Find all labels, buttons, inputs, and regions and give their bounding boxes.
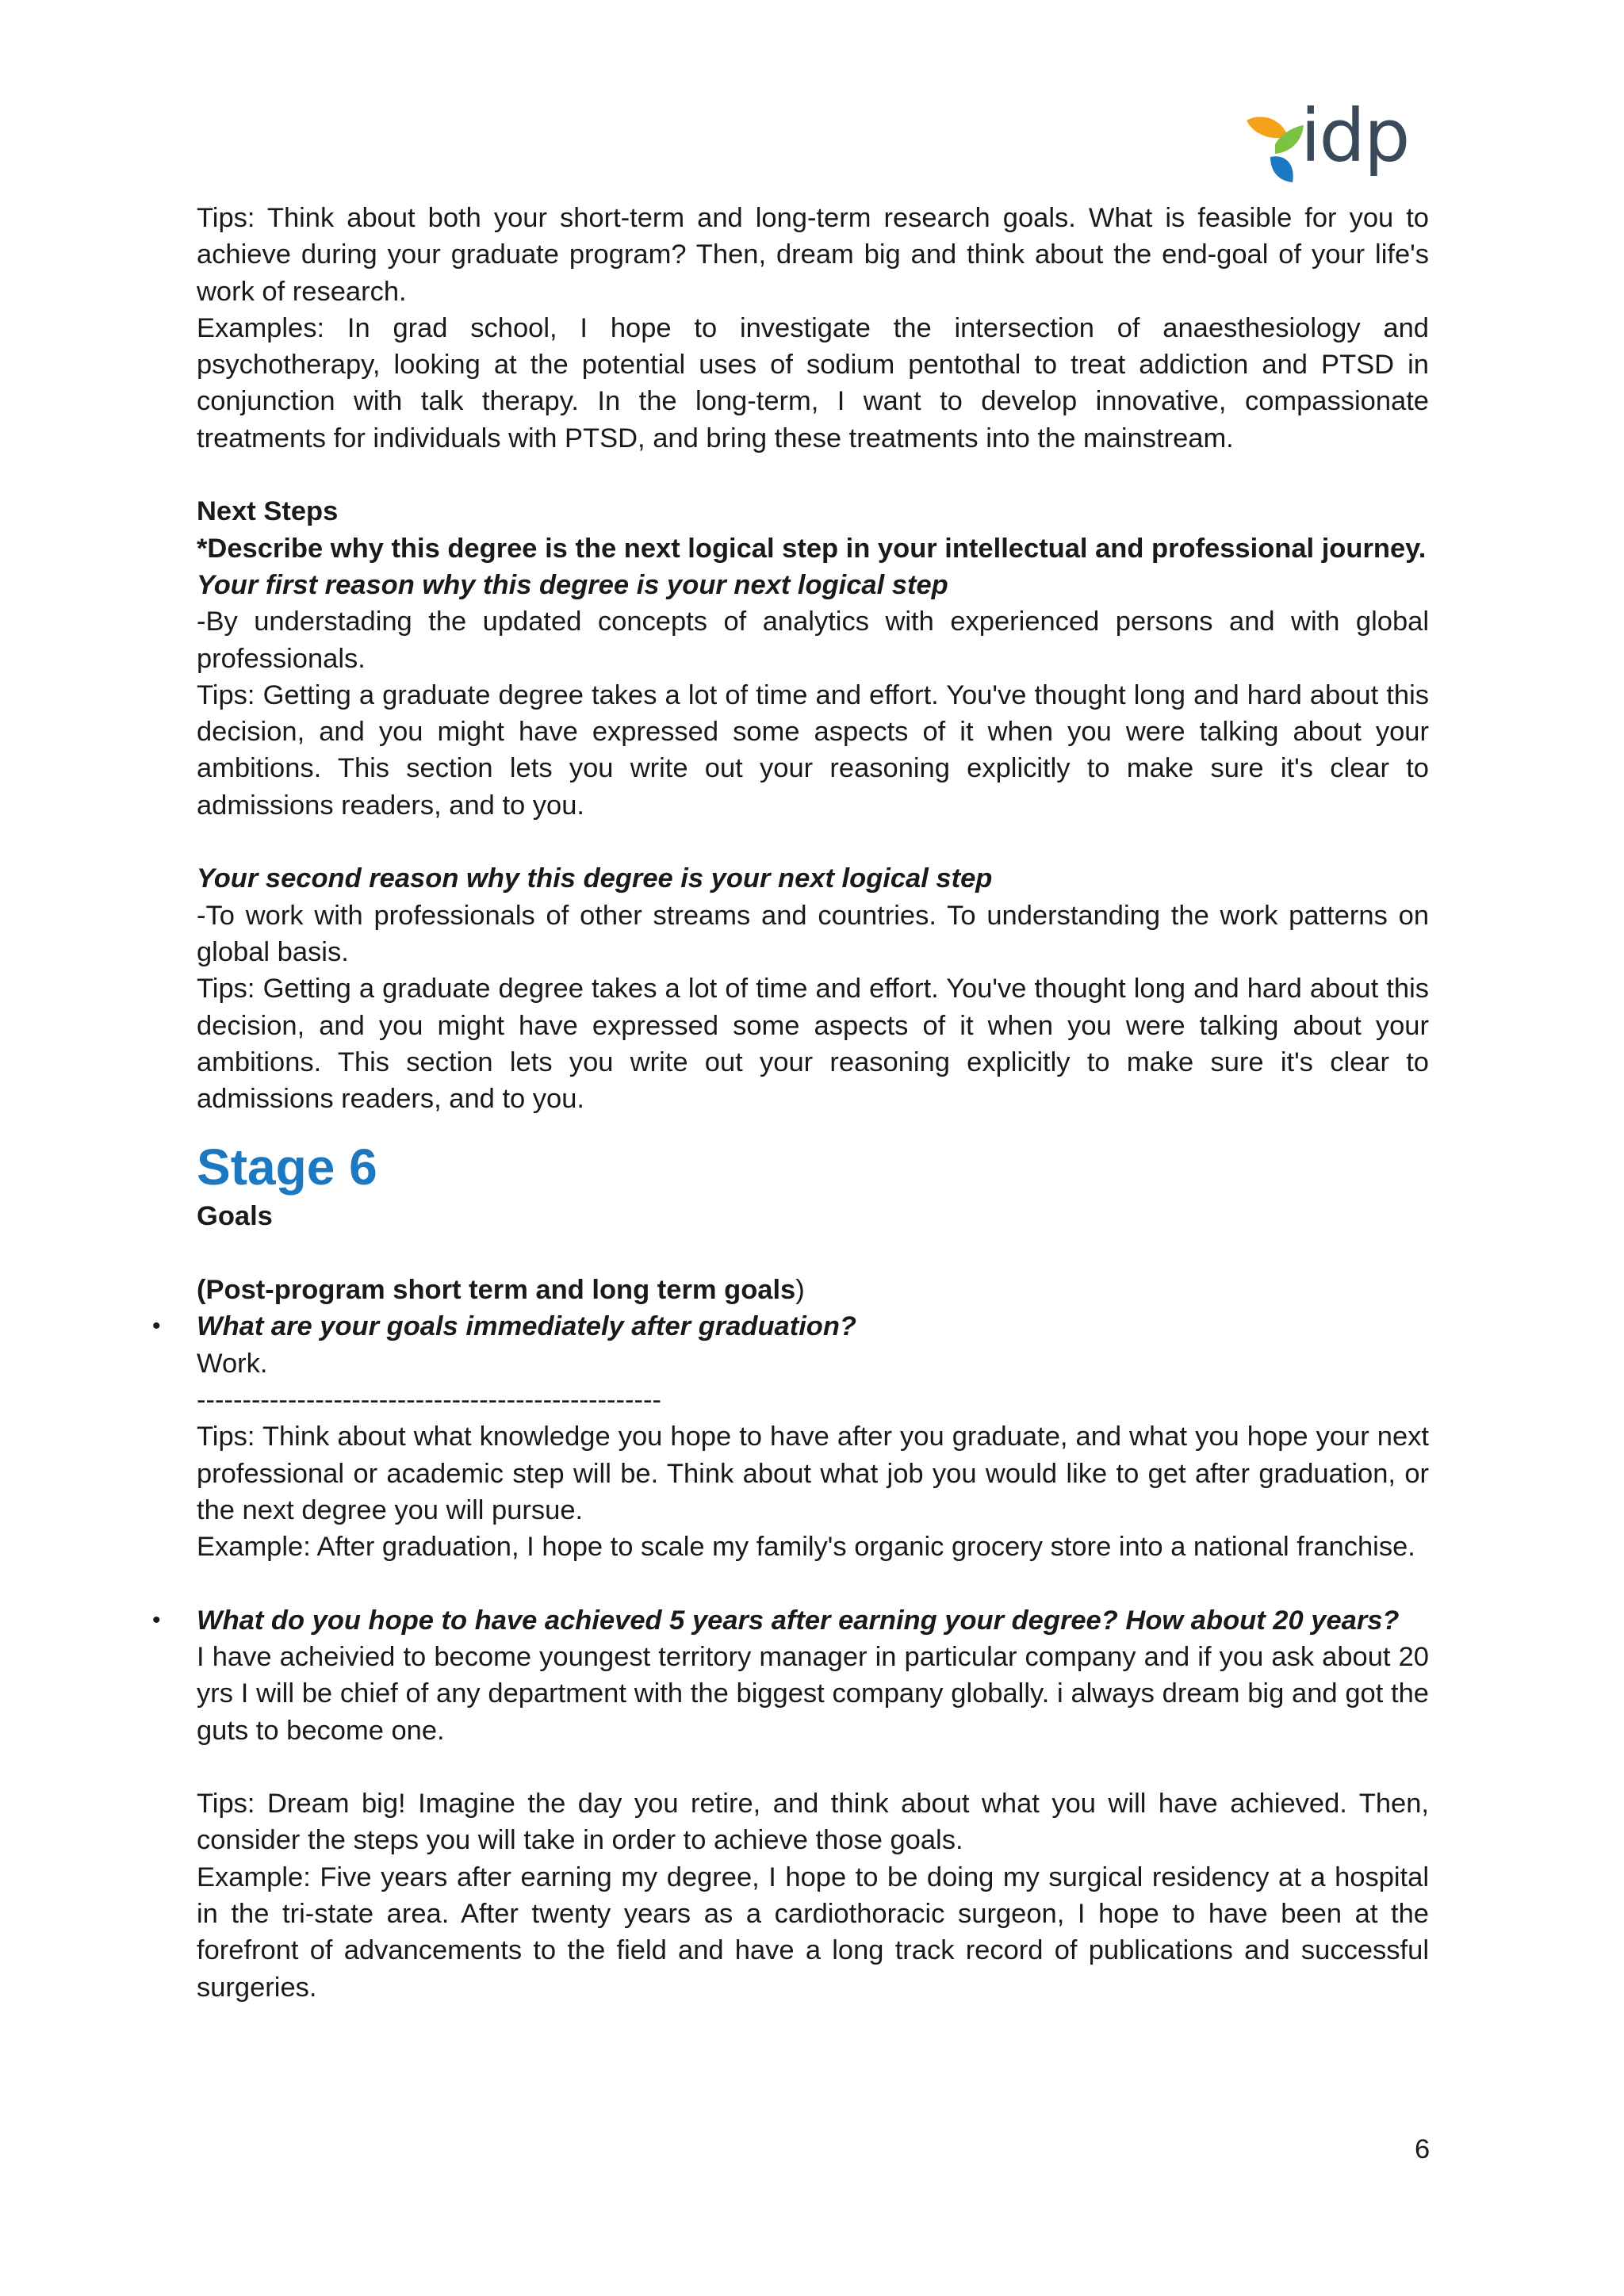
second-reason-heading: Your second reason why this degree is your next logical step bbox=[197, 863, 993, 894]
next-steps-heading: Next Steps bbox=[197, 496, 339, 527]
first-reason-heading: Your first reason why this degree is your next logical step bbox=[197, 569, 948, 600]
q1-separator: --------------------------------------------------- bbox=[197, 1384, 661, 1415]
goals-heading bbox=[197, 1272, 1429, 1308]
page-number: 6 bbox=[1415, 2134, 1431, 2164]
spacer bbox=[197, 1565, 1429, 1601]
goals-heading-close: ) bbox=[795, 1275, 805, 1306]
stage-title: Stage 6 bbox=[197, 1138, 377, 1196]
spacer bbox=[197, 824, 1429, 860]
document-body bbox=[152, 200, 1429, 2006]
second-reason-answer: -To work with professionals of other streams and countries. To understanding the work patterns on global basis. bbox=[197, 900, 1429, 967]
q2-answer: I have acheivied to become youngest territory manager in particular company and if you ask about 20 yrs I will be chief of any department with the biggest company globally. i always dream big and got the guts to become one. bbox=[197, 1641, 1429, 1746]
stage-subtitle: Goals bbox=[197, 1201, 273, 1232]
bullet-icon: • bbox=[152, 1313, 161, 1340]
intro-tips: Tips: Think about both your short-term and long-term research goals. What is feasible for you to achieve during your graduate program? Then, dream big and think about the end-goal of your life's work of research. bbox=[197, 203, 1429, 307]
spacer bbox=[197, 1749, 1429, 1785]
next-steps-prompt: *Describe why this degree is the next logical step in your intellectual and professional journey. bbox=[197, 533, 1427, 564]
q1-example: Example: After graduation, I hope to scale my family's organic grocery store into a national franchise. bbox=[197, 1532, 1415, 1563]
q2-tips: Tips: Dream big! Imagine the day you retire, and think about what you will have achieved. Then, consider the steps you will take in order to achieve those goals. bbox=[197, 1789, 1429, 1856]
idp-logo-text: idp bbox=[1300, 94, 1409, 178]
first-reason-tips: Tips: Getting a graduate degree takes a lot of time and effort. You've thought long and hard about this decision, and you might have expressed some aspects of it when you were talking about your ambitions. This section lets you write out your reasoning explicitly to make sure it's clear to admissions readers, and to you. bbox=[197, 679, 1429, 821]
spacer bbox=[197, 1235, 1429, 1272]
first-reason-answer: -By understading the updated concepts of analytics with experienced persons and with global professionals. bbox=[197, 607, 1429, 674]
q2-example: Example: Five years after earning my degree, I hope to be doing my surgical residency at a hospital in the tri-state area. After twenty years as a cardiothoracic surgeon, I hope to have been at the forefront of advancements to the field and have a long track record of publications and successful surgeries. bbox=[197, 1862, 1429, 2003]
bullet-icon: • bbox=[152, 1606, 161, 1633]
q2-question: What do you hope to have achieved 5 years after earning your degree? How about 20 years? bbox=[197, 1605, 1400, 1636]
q1-tips: Tips: Think about what knowledge you hope to have after you graduate, and what you hope your next professional or academic step will be. Think about what job you would like to get after graduation, or the next degree you will pursue. bbox=[197, 1422, 1429, 1525]
q1-question: What are your goals immediately after graduation? bbox=[197, 1311, 857, 1342]
goal-question-1 bbox=[152, 1308, 1429, 1345]
spacer bbox=[197, 457, 1429, 493]
goal-question-2 bbox=[152, 1602, 1429, 1639]
q1-answer: Work. bbox=[197, 1348, 268, 1379]
goals-heading-text: (Post-program short term and long term goals bbox=[197, 1275, 796, 1306]
intro-examples: Examples: In grad school, I hope to investigate the intersection of anaesthesiology and psychotherapy, looking at the potential uses of sodium pentothal to treat addiction and PTSD in conjunction with talk therapy. In the long-term, I want to develop innovative, compassionate treatments for individuals with PTSD, and bring these treatments into the mainstream. bbox=[197, 312, 1429, 453]
second-reason-tips: Tips: Getting a graduate degree takes a lot of time and effort. You've thought long and hard about this decision, and you might have expressed some aspects of it when you were talking about your ambitions. This section lets you write out your reasoning explicitly to make sure it's clear to admissions readers, and to you. bbox=[197, 974, 1429, 1115]
